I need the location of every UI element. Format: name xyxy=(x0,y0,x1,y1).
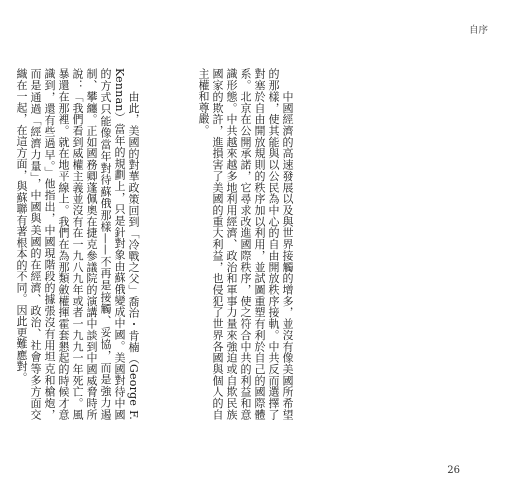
paragraph-2: 由此，美國的對華政策回到「冷戰之父」喬治・肯楠（George F. Kennan）當年的規劃上，只是針對象由蘇俄變成中國。美國對待中國的方式只能像當年對待蘇俄那樣——不再是接觸、妥協，而是強力遏制、攀纏。正如國務卿蓬佩奧在捷克參議院的演講中談到中國威脅時所說：「我們看到威權主義並沒有在一九八九年或者一九九一年死亡。風暴還在那裡。就在地平線上。我們在為那類斂權揮霍套懇起的時候才意識到，還有些過早。」他指出，中國現階段的據張沒有用坦克和槍炮，而是通過「經濟力量」，中國與美國的在經濟、政治、社會等多方面交織在一起，在這方面，與蘇聯有著根本的不同。因此更難應對。 xyxy=(15,68,140,424)
vertical-body-text xyxy=(0,68,322,424)
running-header: 自序 xyxy=(468,25,488,36)
page-number: 26 xyxy=(447,465,460,476)
paragraph-1: 中國經濟的高速發展以及與世界接觸的增多，並沒有像美國所希望的那樣，使其能與以公民為中心的自由開放秩序接軌。中共反而選擇了對塞於自由開放規則的秩序加以利用，並試圖重塑有利於自己的國際體系。北京在公開承諾，它尋求改進國際秩序，使之符合中共的利益和意識形態。中共越來越多地利用經濟、政治和軍事力量來強迫或自欺民族國家的欺許，進損害了美國的重大利益，也侵犯了世界各國與個人的自主權和尊嚴。 xyxy=(197,68,294,420)
